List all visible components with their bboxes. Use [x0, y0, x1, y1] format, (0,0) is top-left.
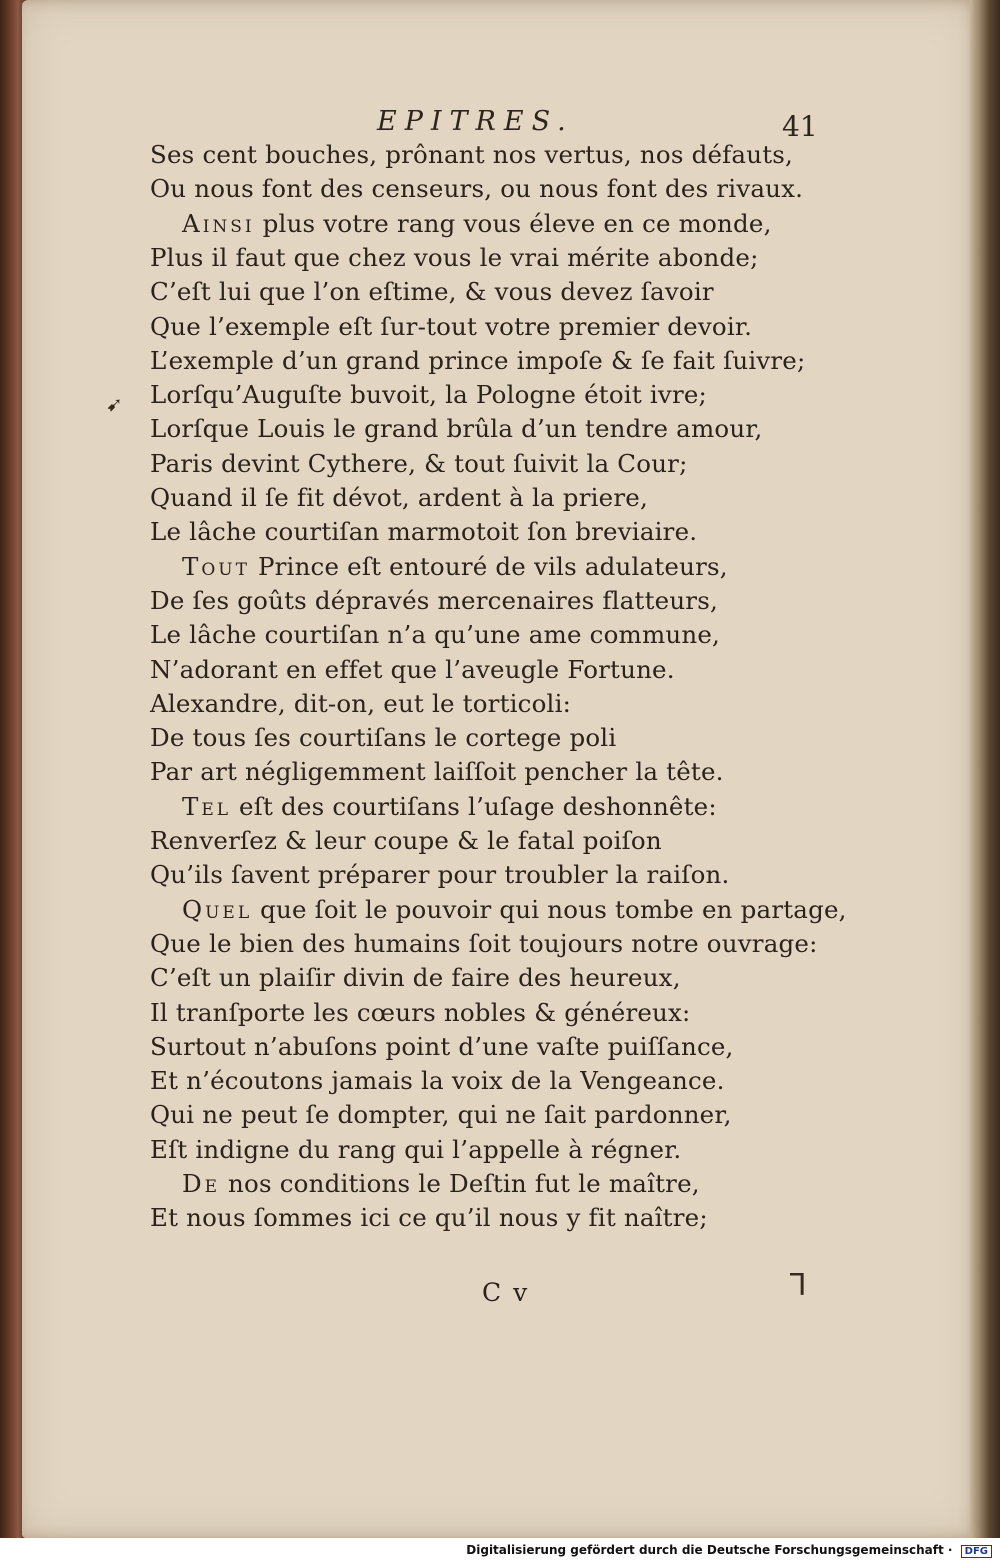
small-caps-lead: Tout: [182, 551, 250, 581]
line-text: C’eſt lui que l’on eſtime, & vous devez ſavoir: [150, 277, 714, 307]
text-line: [150, 243, 759, 272]
line-text: eſt des courtiſans l’uſage deshonnête:: [231, 791, 717, 821]
text-line: [182, 792, 717, 821]
text-line: [150, 1100, 732, 1129]
text-line: [182, 1169, 700, 1198]
text-line: [150, 689, 571, 718]
line-text: Le lâche courtiſan n’a qu’une ame commune,: [150, 620, 721, 650]
dfg-logo: DFG: [961, 1545, 992, 1558]
text-line: [150, 140, 793, 169]
line-text: Par art négligemment laiſſoit pencher la tête.: [150, 757, 724, 787]
running-header: EPITRES.: [377, 106, 574, 137]
line-text: Le lâche courtiſan marmotoit ſon breviaire.: [150, 517, 698, 547]
text-line: [150, 826, 662, 855]
line-text: nos conditions le Deſtin fut le maître,: [220, 1169, 700, 1198]
line-text: que ſoit le pouvoir qui nous tombe en partage,: [252, 894, 847, 924]
text-line: [150, 1066, 725, 1095]
line-text: Surtout n’abuſons point d’une vaſte puiſſance,: [150, 1031, 734, 1061]
text-line: [150, 998, 691, 1027]
line-text: Et nous ſommes ici ce qu’il nous y fit naître;: [150, 1203, 708, 1233]
line-text: Qu’ils ſavent préparer pour troubler la raiſon.: [150, 860, 730, 890]
text-line: [150, 483, 648, 512]
text-line: [150, 655, 675, 684]
line-text: Lorſqu’Auguſte buvoit, la Pologne étoit ivre;: [150, 380, 708, 410]
line-text: Ses cent bouches, prônant nos vertus, nos défauts,: [150, 140, 794, 169]
line-text: Paris devint Cythere, & tout ſuivit la Cour;: [150, 448, 688, 478]
text-line: [150, 860, 730, 889]
text-line: [182, 209, 772, 238]
line-text: De ſes goûts dépravés mercenaires flatteurs,: [150, 585, 718, 615]
text-line: [150, 414, 763, 443]
text-line: [150, 620, 720, 649]
text-line: [150, 277, 714, 306]
line-text: Ou nous font des censeurs, ou nous font des rivaux.: [150, 174, 804, 204]
text-line: [182, 895, 847, 924]
page-stack-edge: [970, 0, 1000, 1561]
text-line: [150, 963, 681, 992]
line-text: Quand il ſe fit dévot, ardent à la priere,: [150, 483, 648, 512]
funding-notice: Digitalisierung gefördert durch die Deutsche Forschungsgemeinschaft · DFG: [466, 1543, 992, 1558]
text-line: [182, 552, 728, 581]
signature-mark: C v: [482, 1278, 530, 1307]
line-text: Et n’écoutons jamais la voix de la Vengeance.: [150, 1066, 725, 1096]
line-text: C’eſt un plaiſir divin de faire des heureux,: [150, 963, 681, 993]
line-text: Eſt indigne du rang qui l’appelle à régner.: [150, 1134, 682, 1164]
text-line: [150, 929, 818, 958]
text-line: [150, 380, 707, 409]
line-text: Que le bien des humains ſoit toujours notre ouvrage:: [150, 928, 818, 958]
text-line: [150, 517, 697, 546]
text-line: [150, 757, 724, 786]
text-line: [150, 1135, 681, 1164]
line-text: De tous ſes courtiſans le cortege poli: [150, 723, 617, 753]
line-text: Alexandre, dit-on, eut le torticoli:: [150, 688, 572, 718]
book-page: [22, 0, 978, 1538]
line-text: Il tranſporte les cœurs nobles & généreux:: [150, 997, 691, 1027]
line-text: Plus il faut que chez vous le vrai mérite abonde;: [150, 242, 759, 272]
line-text: Renverſez & leur coupe & le fatal poiſon: [150, 826, 662, 855]
funding-text: Digitalisierung gefördert durch die Deutsche Forschungsgemeinschaft: [466, 1543, 944, 1557]
text-line: [150, 723, 616, 752]
footer-bar: [0, 1538, 1000, 1561]
text-line: [150, 1203, 708, 1232]
margin-mark: ⅂: [790, 1268, 807, 1303]
text-line: [150, 174, 803, 203]
text-line: [150, 312, 752, 341]
small-caps-lead: Quel: [182, 894, 253, 924]
page-number: 41: [782, 110, 818, 143]
text-line: [150, 586, 718, 615]
line-text: Qui ne peut ſe dompter, qui ne ſait pardonner,: [150, 1100, 732, 1130]
line-text: Lorſque Louis le grand brûla d’un tendre amour,: [150, 414, 763, 444]
line-text: N’adorant en effet que l’aveugle Fortune.: [150, 654, 675, 684]
small-caps-lead: Tel: [182, 791, 232, 821]
marginal-pointer-mark: ➹: [106, 392, 123, 416]
text-line: [150, 449, 688, 478]
line-text: Que l’exemple eſt ſur-tout votre premier devoir.: [150, 311, 753, 341]
line-text: plus votre rang vous éleve en ce monde,: [254, 208, 772, 238]
small-caps-lead: De: [182, 1169, 221, 1198]
small-caps-lead: Ainsi: [182, 208, 255, 238]
text-line: [150, 346, 805, 375]
line-text: Prince eſt entouré de vils adulateurs,: [249, 551, 728, 581]
text-line: [150, 1032, 734, 1061]
line-text: L’exemple d’un grand prince impoſe & ſe fait ſuivre;: [150, 345, 806, 375]
